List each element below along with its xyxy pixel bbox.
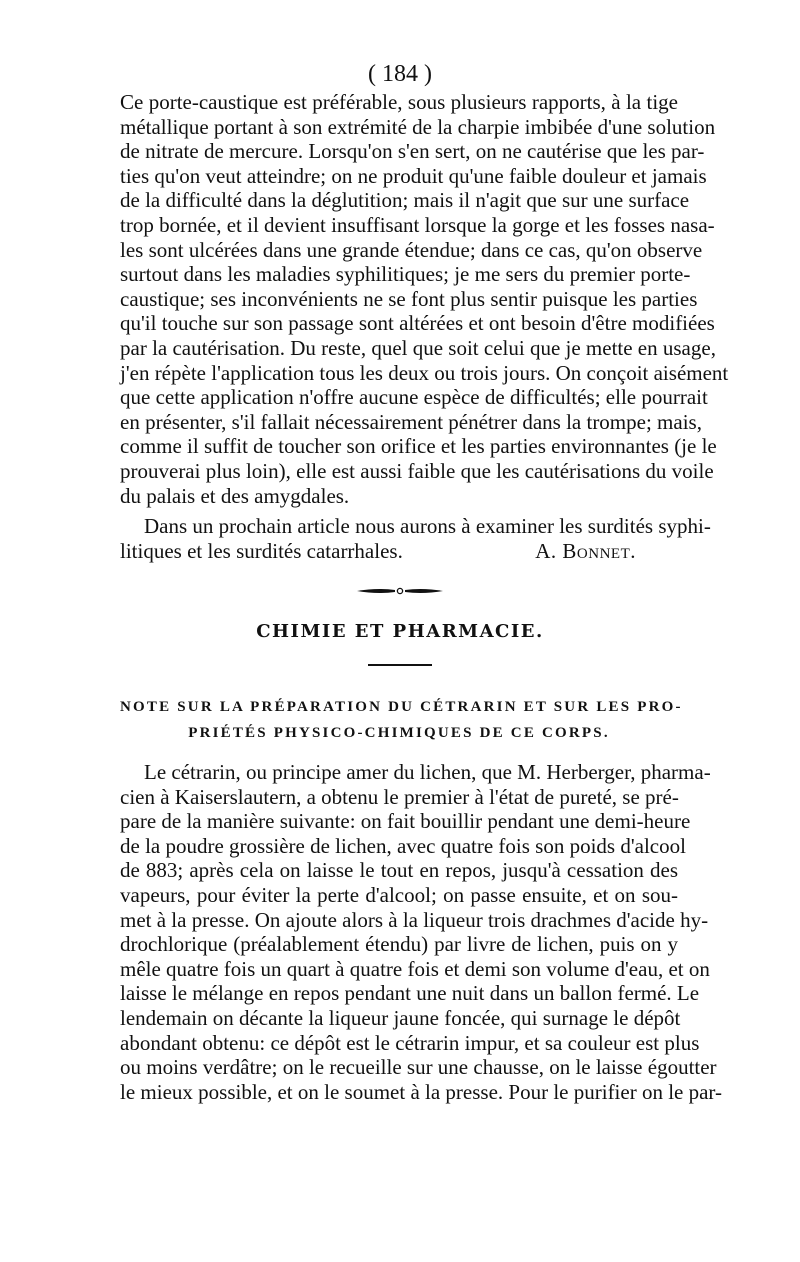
text-line: que cette application n'offre aucune espèce de difficultés; elle pourrait bbox=[120, 385, 708, 410]
text-line: qu'il touche sur son passage sont altérées et ont besoin d'être modifiées bbox=[120, 311, 715, 336]
text-line: Le cétrarin, ou principe amer du lichen, que M. Herberger, pharma- bbox=[144, 760, 711, 784]
text-line: pare de la manière suivante: on fait bouillir pendant une demi-heure bbox=[120, 809, 691, 834]
continued-text bbox=[120, 90, 729, 508]
article-title bbox=[120, 694, 683, 746]
text-line: surtout dans les maladies syphilitiques; je me sers du premier porte- bbox=[120, 262, 691, 287]
closing-paragraph bbox=[120, 514, 711, 563]
text-line: trop bornée, et il devient insuffisant lorsque la gorge et les fosses nasa- bbox=[120, 212, 715, 237]
ornament-divider-icon bbox=[355, 585, 445, 597]
text-line: prouverai plus loin), elle est aussi faible que les cautérisations du voile bbox=[120, 458, 714, 483]
text-line: j'en répète l'application tous les deux ou trois jours. On conçoit aisément bbox=[120, 360, 729, 385]
text-line: lendemain on décante la liqueur jaune foncée, qui surnage le dépôt bbox=[120, 1005, 681, 1030]
author-signature: A. Bonnet. bbox=[535, 538, 636, 563]
text-line: de 883; après cela on laisse le tout en repos, jusqu'à cessation des bbox=[120, 858, 678, 883]
text-line: met à la presse. On ajoute alors à la liqueur trois drachmes d'acide hy- bbox=[120, 907, 709, 932]
text-line: les sont ulcérées dans une grande étendue; dans ce cas, qu'on observe bbox=[120, 237, 703, 262]
text-line: métallique portant à son extrémité de la charpie imbibée d'une solution bbox=[120, 114, 716, 139]
text-line: du palais et des amygdales. bbox=[120, 483, 350, 508]
article-title-line: PRIÉTÉS PHYSICO-CHIMIQUES DE CE CORPS. bbox=[188, 725, 610, 741]
text-line: abondant obtenu: ce dépôt est le cétrarin impur, et sa couleur est plus bbox=[120, 1030, 700, 1055]
text-line: litiques et les surdités catarrhales. bbox=[120, 538, 403, 563]
text-line: de nitrate de mercure. Lorsqu'on s'en sert, on ne cautérise que les par- bbox=[120, 139, 705, 164]
article-body bbox=[120, 760, 722, 1104]
text-line: comme il suffit de toucher son orifice et les parties environnantes (je le bbox=[120, 434, 717, 459]
text-line: Ce porte-caustique est préférable, sous plusieurs rapports, à la tige bbox=[120, 90, 678, 114]
text-line: laisse le mélange en repos pendant une nuit dans un ballon fermé. Le bbox=[120, 981, 700, 1006]
article-title-line: NOTE SUR LA PRÉPARATION DU CÉTRARIN ET SUR LES PRO- bbox=[120, 699, 683, 715]
signature-line bbox=[120, 539, 678, 564]
text-line: ties qu'on veut atteindre; on ne produit qu'une faible douleur et jamais bbox=[120, 163, 707, 188]
text-line: de la poudre grossière de lichen, avec quatre fois son poids d'alcool bbox=[120, 833, 686, 858]
text-line: le mieux possible, et on le soumet à la presse. Pour le purifier on le par- bbox=[120, 1079, 722, 1104]
text-line: drochlorique (préalablement étendu) par livre de lichen, puis on y bbox=[120, 932, 678, 957]
section-rule bbox=[368, 664, 432, 666]
section-heading: CHIMIE ET PHARMACIE. bbox=[256, 621, 544, 642]
text-line: par la cautérisation. Du reste, quel que soit celui que je mette en usage, bbox=[120, 335, 716, 360]
text-line: de la difficulté dans la déglutition; mais il n'agit que sur une surface bbox=[120, 188, 690, 213]
text-line: en présenter, s'il fallait nécessairement pénétrer dans la trompe; mais, bbox=[120, 409, 702, 434]
text-line: mêle quatre fois un quart à quatre fois et demi son volume d'eau, et on bbox=[120, 956, 710, 981]
text-line: Dans un prochain article nous aurons à examiner les surdités syphi- bbox=[144, 514, 711, 538]
text-line: caustique; ses inconvénients ne se font plus sentir puisque les parties bbox=[120, 286, 698, 311]
text-line: vapeurs, pour éviter la perte d'alcool; on passe ensuite, et on sou- bbox=[120, 882, 678, 907]
page-number: ( 184 ) bbox=[368, 61, 432, 87]
ornament-divider bbox=[0, 584, 800, 602]
text-line: cien à Kaiserslautern, a obtenu le premier à l'état de pureté, se pré- bbox=[120, 784, 679, 809]
text-line: ou moins verdâtre; on le recueille sur une chausse, on le laisse égoutter bbox=[120, 1055, 717, 1080]
